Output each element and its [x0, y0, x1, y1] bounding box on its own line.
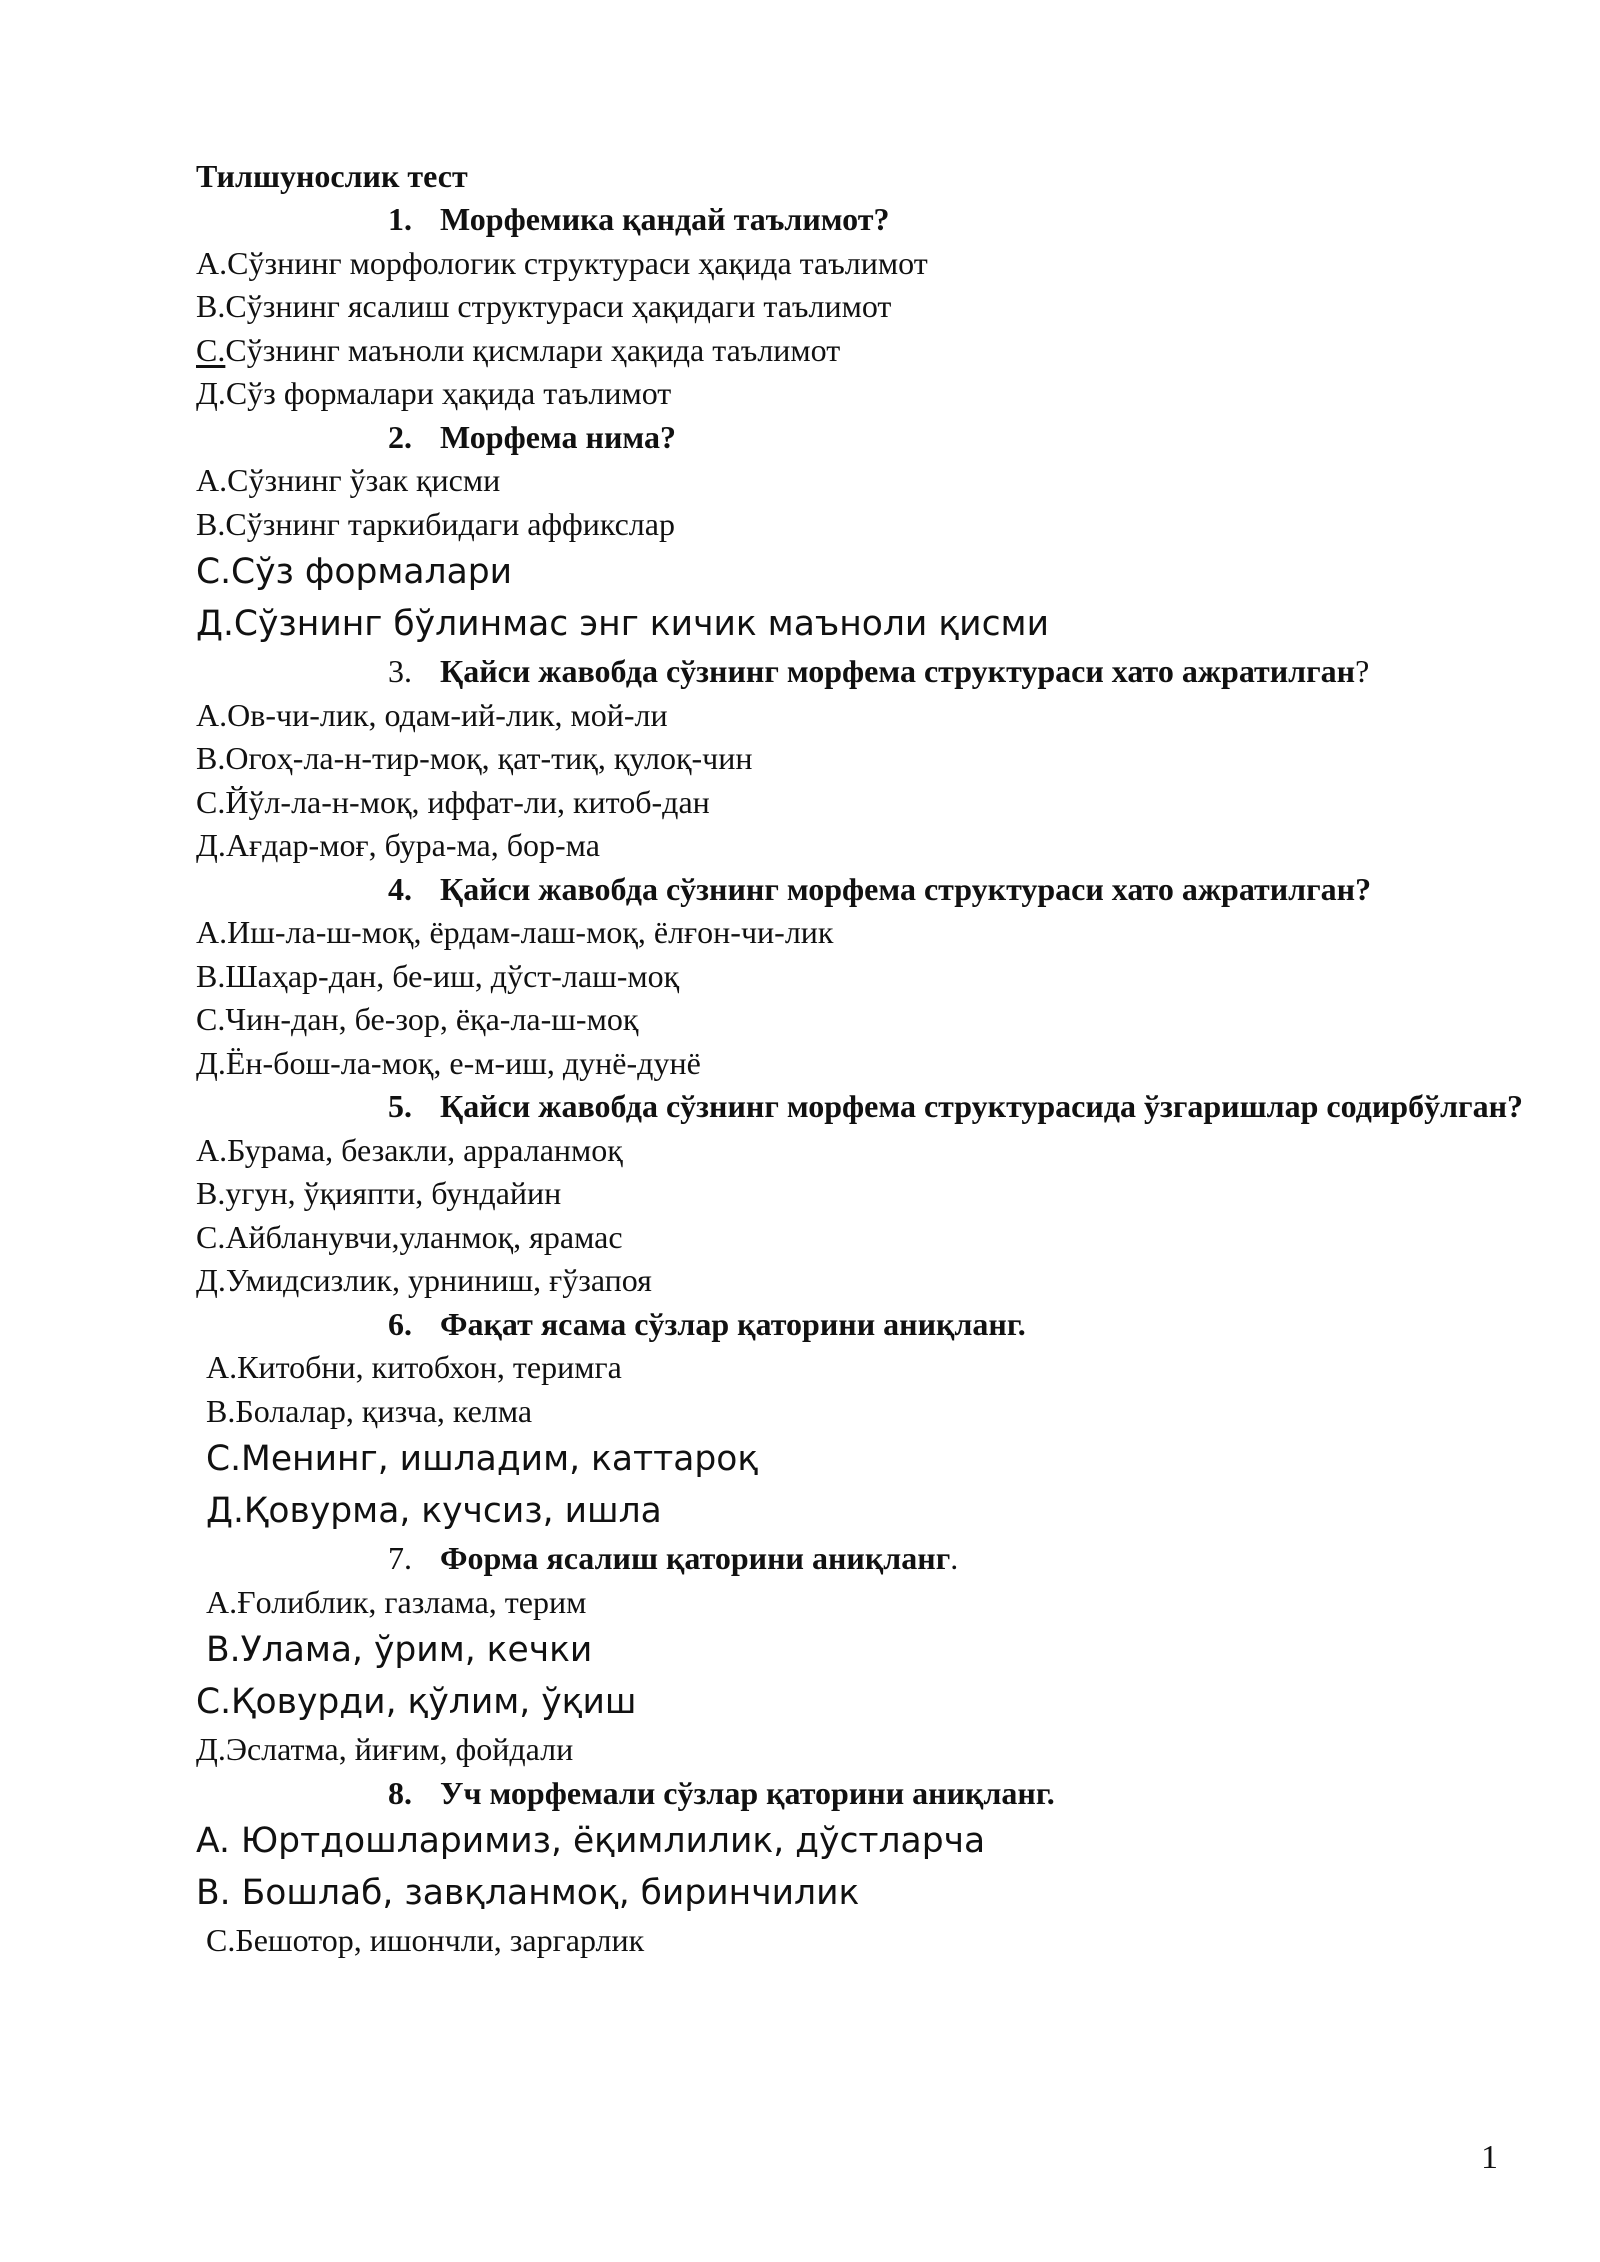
question-7 [196, 1537, 1536, 1581]
question-text: Форма ясалиш қаторини аниқланг [440, 1540, 951, 1576]
option-2d: Д.Сўзнинг бўлинмас энг кичик маъноли қисми [196, 604, 1049, 644]
question-number: 1. [388, 201, 412, 237]
option-6d: Д.Қовурма, кучсиз, ишла [206, 1491, 662, 1531]
option-8b: B. Бошлаб, завқланмоқ, биринчилик [196, 1873, 860, 1913]
question-8 [196, 1772, 1536, 1816]
question-3 [196, 650, 1536, 694]
option-5c: C.Айбланувчи,уланмоқ, ярамас [196, 1218, 623, 1255]
question-text: Фақат ясама сўзлар қаторини аниқланг. [440, 1305, 1026, 1342]
question-tail: ? [1355, 653, 1370, 689]
question-number: 7. [388, 1540, 412, 1576]
option-1c-letter: C. [196, 331, 226, 368]
question-text: Қайси жавобда сўзнинг морфема структурасида ўзгаришлар содирбўлган? [440, 1088, 1523, 1124]
option-5d: Д.Умидсизлик, урниниш, ғўзапоя [196, 1262, 652, 1298]
option-5a: A.Бурама, безакли, арраланмоқ [196, 1131, 623, 1168]
question-number: 8. [388, 1774, 412, 1811]
option-3d: Д.Ағдар-моғ, бура-ма, бор-ма [196, 827, 600, 863]
question-2 [196, 416, 1536, 460]
option-1a: A.Сўзнинг морфологик структураси ҳақида таълимот [196, 244, 928, 281]
question-text: Морфемика қандай таълимот? [440, 201, 890, 237]
question-text: Қайси жавобда сўзнинг морфема структураси хато ажратилган? [440, 870, 1372, 907]
option-4b: B.Шаҳар-дан, бе-иш, дўст-лаш-моқ [196, 957, 680, 994]
option-1c-text: Сўзнинг маъноли қисмлари ҳақида таълимот [225, 331, 841, 368]
question-text: Морфема нима? [440, 418, 676, 455]
option-1b: B.Сўзнинг ясалиш структураси ҳақидаги таълимот [196, 288, 892, 324]
option-8a: A. Юртдошларимиз, ёқимлилик, дўстларча [196, 1821, 986, 1861]
option-1c [196, 329, 1536, 373]
option-3a: A.Ов-чи-лик, одам-ий-лик, мой-ли [196, 696, 668, 733]
option-4d: Д.Ён-бош-ла-моқ, е-м-иш, дунё-дунё [196, 1044, 701, 1081]
option-6b: B.Болалар, қизча, келма [206, 1392, 533, 1429]
option-1d: Д.Сўз формалари ҳақида таълимот [196, 375, 672, 411]
question-6 [196, 1303, 1536, 1347]
option-7d: Д.Эслатма, йиғим, фойдали [196, 1731, 574, 1767]
option-3c: C.Йўл-ла-н-моқ, иффат-ли, китоб-дан [196, 783, 710, 820]
question-number: 2. [388, 418, 412, 455]
option-7a: A.Ғолиблик, газлама, терим [206, 1583, 587, 1620]
option-6c: C.Менинг, ишладим, каттароқ [206, 1439, 759, 1479]
option-4c: C.Чин-дан, бе-зор, ёқа-ла-ш-моқ [196, 1001, 639, 1037]
question-number: 4. [388, 870, 412, 907]
question-text: Қайси жавобда сўзнинг морфема структураси хато ажратилган [440, 653, 1356, 689]
option-2a: A.Сўзнинг ўзак қисми [196, 462, 501, 498]
question-tail: . [950, 1540, 959, 1576]
question-4 [196, 868, 1536, 912]
question-text: Уч морфемали сўзлар қаторини аниқланг. [440, 1774, 1055, 1811]
option-7c: C.Қовурди, қўлим, ўқиш [196, 1682, 637, 1722]
document-title: Тилшунослик тест [196, 158, 468, 194]
question-number: 3. [388, 653, 412, 689]
test-content [196, 155, 1536, 1963]
option-7b: B.Улама, ўрим, кечки [206, 1630, 593, 1670]
option-3b: B.Огоҳ-ла-н-тир-моқ, қат-тиқ, қулоқ-чин [196, 740, 753, 776]
page-number: 1 [1481, 2139, 1498, 2176]
option-5b: B.угун, ўқияпти, бундайин [196, 1175, 562, 1211]
option-4a: A.Иш-ла-ш-моқ, ёрдам-лаш-моқ, ёлғон-чи-лик [196, 914, 834, 950]
option-6a: A.Китобни, китобхон, теримга [206, 1349, 622, 1385]
question-number: 6. [388, 1305, 412, 1342]
option-8c: C.Бешотор, ишончли, заргарлик [206, 1922, 645, 1958]
question-1 [196, 198, 1536, 242]
option-2b: B.Сўзнинг таркибидаги аффикслар [196, 505, 675, 542]
question-number: 5. [388, 1088, 412, 1124]
option-2c: C.Сўз формалари [196, 552, 513, 592]
question-5 [196, 1085, 1536, 1129]
